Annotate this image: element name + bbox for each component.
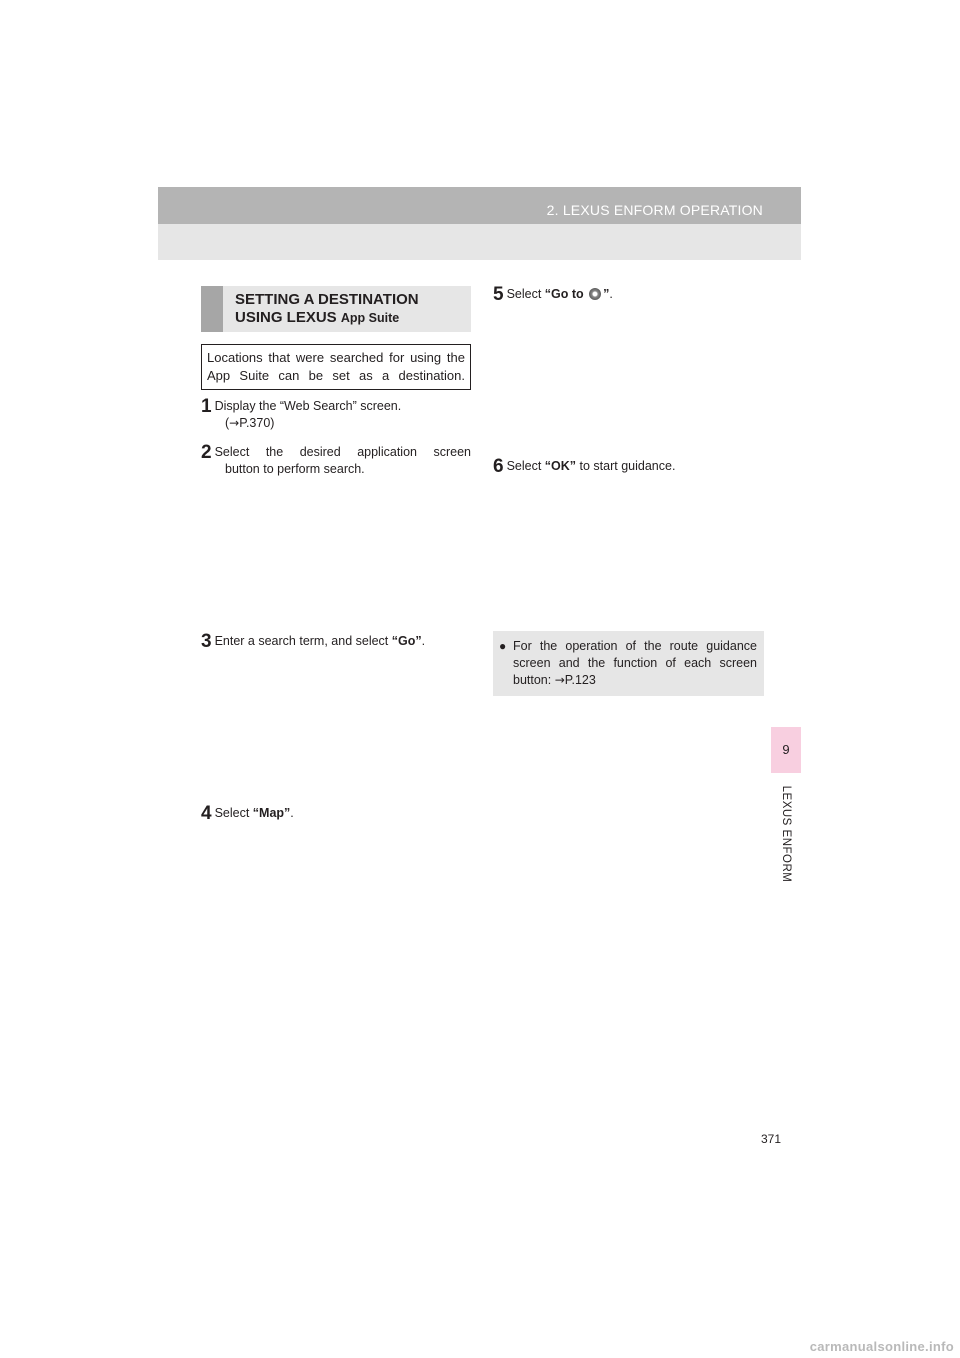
intro-text: Locations that were searched for using the App Suite can be set as a destination. — [207, 350, 465, 383]
step-5-suffix: . — [609, 287, 613, 301]
chapter-label: LEXUS ENFORM — [780, 785, 792, 883]
note-body: For the operation of the route guidance screen and the function of each screen button: — [513, 639, 757, 687]
step-5-goto-close: ” — [603, 287, 610, 301]
step-3-number: 3 — [201, 631, 212, 652]
note-text — [499, 638, 757, 689]
step-5-text: Select — [506, 287, 545, 301]
step-2-line1: Select the desired application screen — [214, 445, 471, 459]
step-4-suffix: . — [290, 806, 294, 820]
chapter-tab — [771, 727, 801, 773]
arrow-right-icon: → — [554, 673, 565, 687]
step-1 — [201, 398, 471, 432]
section-title-sub: App Suite — [340, 311, 400, 325]
step-3-go-label: “Go” — [391, 634, 422, 648]
step-4-text: Select — [214, 806, 253, 820]
step-6-ok-label: “OK” — [544, 459, 577, 473]
note-box — [493, 631, 764, 696]
step-5-number: 5 — [493, 284, 504, 305]
map-destination-icon — [589, 288, 601, 300]
section-title-line2: USING LEXUS — [235, 309, 341, 326]
bullet-icon: ● — [499, 639, 507, 653]
step-6 — [493, 458, 763, 475]
step-4 — [201, 805, 471, 822]
step-1-ref: P.370) — [239, 416, 275, 430]
step-1-line1: Display the “Web Search” screen. — [214, 399, 402, 413]
step-3 — [201, 633, 471, 650]
step-2-line2: button to perform search. — [225, 462, 365, 476]
intro-box — [201, 344, 471, 390]
watermark: carmanualsonline.info — [809, 1339, 954, 1354]
step-2-number: 2 — [201, 442, 212, 463]
step-3-text: Enter a search term, and select — [214, 634, 392, 648]
step-4-map-label: “Map” — [252, 806, 291, 820]
chapter-number: 9 — [782, 742, 790, 757]
step-3-suffix: . — [421, 634, 426, 648]
page-number: 371 — [761, 1132, 782, 1146]
step-4-number: 4 — [201, 803, 212, 824]
step-6-suffix: to start guidance. — [576, 459, 676, 473]
step-1-paren: ( — [225, 416, 230, 430]
header-sub-bar — [158, 224, 801, 260]
step-6-text: Select — [506, 459, 545, 473]
section-title-line1: SETTING A DESTINATION — [235, 291, 419, 308]
header-bar — [158, 187, 801, 224]
section-accent-bar — [201, 286, 223, 332]
note-ref: P.123 — [564, 673, 596, 687]
step-5-goto-label: “Go to — [544, 287, 588, 301]
step-5 — [493, 286, 763, 303]
step-6-number: 6 — [493, 456, 504, 477]
section-title — [235, 291, 419, 327]
step-1-number: 1 — [201, 396, 212, 417]
section-heading — [201, 286, 471, 332]
arrow-right-icon: → — [229, 416, 240, 430]
header-section-title: 2. LEXUS ENFORM OPERATION — [546, 202, 763, 218]
step-2 — [201, 444, 471, 478]
